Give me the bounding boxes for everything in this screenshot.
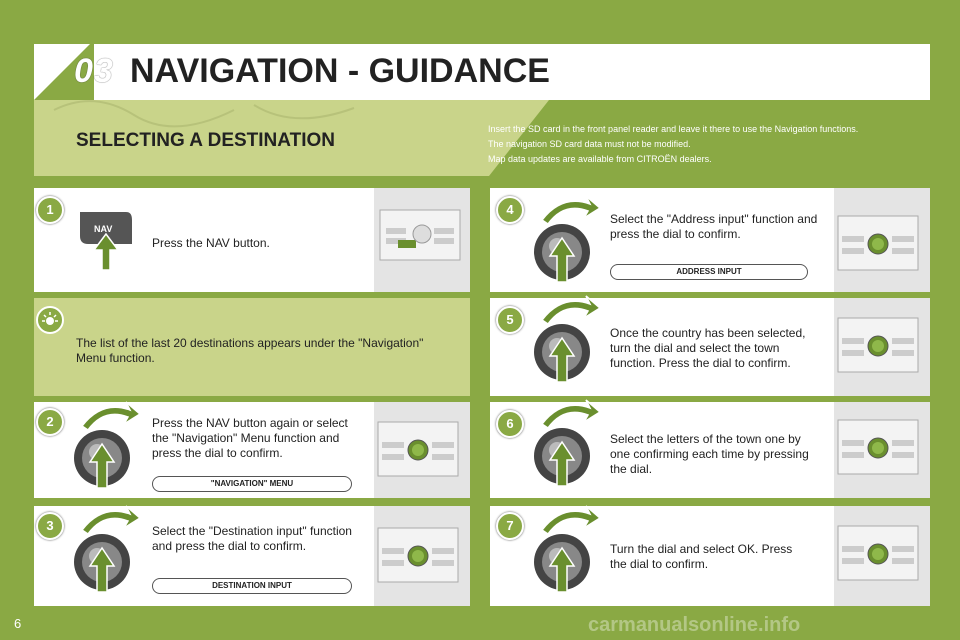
radio-button	[842, 338, 864, 344]
info-line: The navigation SD card data must not be modified.	[488, 139, 691, 149]
radio-button	[892, 558, 914, 564]
radio-dial-center	[412, 550, 424, 562]
radio-button	[892, 338, 914, 344]
section-title: SELECTING A DESTINATION	[76, 130, 335, 151]
step-2-badge: 2	[36, 408, 64, 436]
address-input-pill: ADDRESS INPUT	[610, 264, 808, 280]
radio-button	[432, 454, 454, 460]
step-3-text: Select the "Destination input" function and press the dial to confirm.	[152, 524, 352, 553]
step-4-badge: 4	[496, 196, 524, 224]
step-1-badge: 1	[36, 196, 64, 224]
step-4-text: Select the "Address input" function and press the dial to confirm.	[610, 212, 818, 241]
chapter-number: 03	[74, 52, 114, 90]
radio-dial-center	[412, 444, 424, 456]
radio-button	[892, 350, 914, 356]
radio-button	[382, 442, 404, 448]
rotate-arrow-icon	[82, 506, 140, 534]
radio-button	[842, 440, 864, 446]
page-title: NAVIGATION - GUIDANCE	[130, 52, 550, 90]
rotate-arrow-icon	[542, 196, 600, 224]
radio-button	[892, 248, 914, 254]
radio-button	[842, 452, 864, 458]
watermark: carmanualsonline.info	[588, 614, 801, 636]
radio-dial-center	[872, 548, 884, 560]
radio-button	[432, 548, 454, 554]
rotate-arrow-icon	[542, 296, 600, 324]
step-1-text: Press the NAV button.	[152, 236, 270, 250]
step-7-badge: 7	[496, 512, 524, 540]
radio-button	[842, 546, 864, 552]
info-line: Map data updates are available from CITROËN dealers.	[488, 154, 712, 164]
tip-text: The list of the last 20 destinations appears under the "Navigation" Menu function.	[76, 336, 424, 365]
step-5-text: Once the country has been selected, turn the dial and select the town function. Press the dial to confirm.	[610, 326, 806, 370]
radio-button	[892, 236, 914, 242]
radio-button	[432, 442, 454, 448]
rotate-arrow-icon	[82, 402, 140, 430]
radio-button	[382, 454, 404, 460]
radio-button	[382, 560, 404, 566]
info-line: Insert the SD card in the front panel reader and leave it there to use the Navigation functions.	[488, 124, 859, 134]
rotate-arrow-icon	[542, 400, 600, 428]
radio-dial-center	[872, 442, 884, 454]
radio-dial-center	[872, 238, 884, 250]
step-7-text: Turn the dial and select OK. Press the dial to confirm.	[610, 542, 793, 571]
step-6-text: Select the letters of the town one by one confirming each time by pressing the dial.	[610, 432, 809, 476]
radio-button	[382, 548, 404, 554]
nav-key-label: NAV	[94, 224, 113, 234]
radio-button	[432, 560, 454, 566]
step-6-badge: 6	[496, 410, 524, 438]
radio-button	[892, 452, 914, 458]
rotate-arrow-icon	[542, 506, 600, 534]
destination-input-pill: DESTINATION INPUT	[152, 578, 352, 594]
step-2-text: Press the NAV button again or select the "Navigation" Menu function and press the dial to confirm.	[152, 416, 348, 460]
radio-dial-center	[872, 340, 884, 352]
radio-button	[892, 440, 914, 446]
step-5-badge: 5	[496, 306, 524, 334]
radio-button	[842, 350, 864, 356]
page-number: 6	[14, 616, 22, 631]
radio-button	[892, 546, 914, 552]
step-3-badge: 3	[36, 512, 64, 540]
radio-button	[842, 558, 864, 564]
radio-button	[842, 248, 864, 254]
radio-button	[842, 236, 864, 242]
navigation-menu-pill: "NAVIGATION" MENU	[152, 476, 352, 492]
